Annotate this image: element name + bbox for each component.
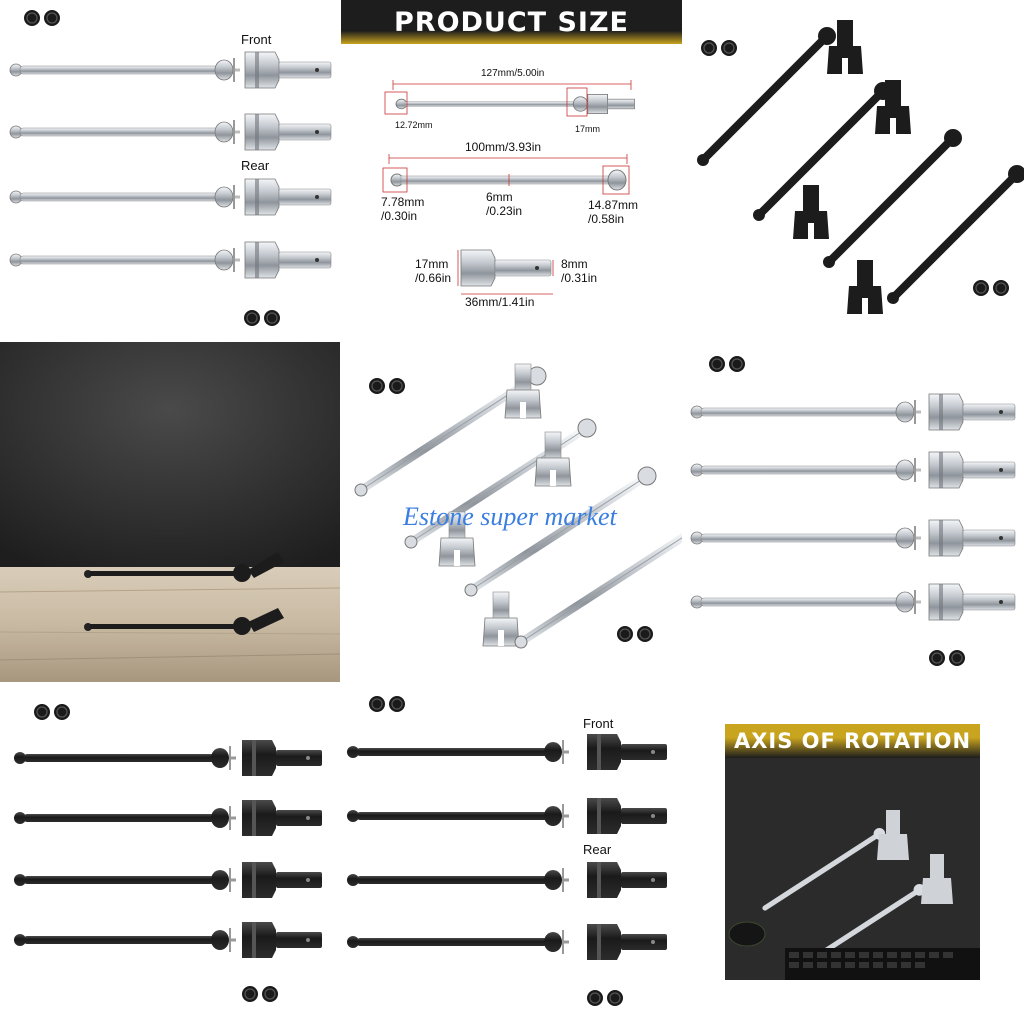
overall-length-label: 127mm/5.00in: [481, 68, 545, 79]
left-end-label: 12.72mm: [395, 120, 433, 130]
shaft-diameter-label: 6mm /0.23in: [486, 190, 523, 218]
right-end-label: 17mm: [575, 124, 601, 134]
front-label-black: Front: [583, 716, 614, 731]
axis-rotation-title: AXIS OF ROTATION: [733, 729, 972, 753]
head-diameter-label: 14.87mm /0.58in: [588, 198, 639, 226]
silver-horizontal-illustration: [683, 342, 1024, 682]
cup-diameter-label: 17mm /0.66in: [415, 257, 452, 285]
product-size-panel: [341, 0, 682, 340]
black-front-rear-illustration: [341, 684, 682, 1024]
product-size-title: PRODUCT SIZE: [393, 6, 629, 38]
watermark-text: Estone super market: [403, 502, 617, 531]
product-size-banner: [341, 0, 682, 44]
black-diagonal-illustration: [683, 0, 1024, 340]
rear-label-black: Rear: [583, 842, 612, 857]
black-horizontal-illustration: [0, 684, 340, 1024]
silver-diagonal-panel: [341, 342, 682, 682]
wood-table-illustration: [0, 342, 340, 682]
cup-pin-label: 8mm /0.31in: [561, 257, 598, 285]
shaft-length-label: 100mm/3.93in: [465, 140, 542, 154]
front-label: Front: [241, 32, 272, 47]
axis-rotation-panel: [725, 724, 980, 980]
black-horizontal-panel: [0, 684, 340, 1024]
axis-rotation-banner: [725, 724, 980, 758]
silver-shaft-illustration: [0, 0, 340, 340]
axis-rotation-illustration: [725, 758, 980, 980]
black-diagonal-panel: [683, 0, 1024, 340]
silver-horizontal-panel: [683, 342, 1024, 682]
black-front-rear-panel: [341, 684, 682, 1024]
silver-shaft-panel: [0, 0, 340, 340]
ball-diameter-label: 7.78mm /0.30in: [381, 195, 425, 223]
cup-length-label: 36mm/1.41in: [465, 295, 535, 309]
rear-label: Rear: [241, 158, 270, 173]
wood-table-photo: [0, 342, 340, 682]
